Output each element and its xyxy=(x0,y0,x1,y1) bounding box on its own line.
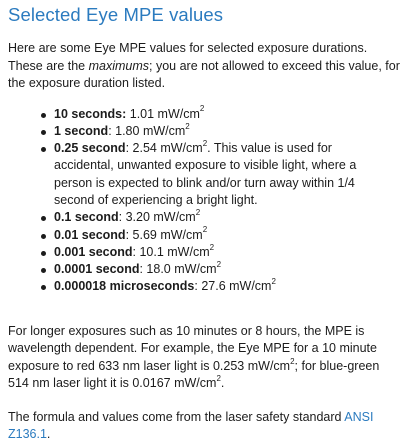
unit-exponent: 2 xyxy=(271,277,276,287)
longer-text-1: For longer exposures such as 10 minutes or 8 hours, the MPE is wavelength dependent. For example, the Eye MPE for a 10 minute exposure to red 633 nm laser light is 0.253 xyxy=(8,323,377,373)
intro-emphasis: maximums xyxy=(88,58,150,73)
formula-paragraph xyxy=(8,409,402,444)
mpe-value: : 5.69 xyxy=(125,227,161,242)
intro-paragraph xyxy=(8,40,402,93)
duration-label: 0.0001 second xyxy=(54,262,140,277)
bullet-icon xyxy=(41,147,46,152)
bullet-icon xyxy=(41,268,46,273)
mpe-values-list xyxy=(8,106,402,296)
duration-label: 0.000018 microseconds xyxy=(54,279,195,294)
mpe-value: : 3.20 xyxy=(118,210,154,225)
duration-label: 0.25 second xyxy=(54,141,126,156)
unit-base: mW/cm xyxy=(229,279,272,294)
mpe-value: 1.01 xyxy=(126,106,158,121)
mpe-value: : 2.54 xyxy=(125,141,161,156)
duration-label: 0.1 second xyxy=(54,210,119,225)
ansi-standard-link[interactable]: ANSI Z136.1 xyxy=(8,409,374,442)
unit-exponent: 2 xyxy=(216,374,221,384)
unit-exponent: 2 xyxy=(290,356,295,366)
list-item-0-01-second xyxy=(54,227,402,244)
list-item-0-1-second xyxy=(54,209,402,226)
value-note: . This value is used for accidental, unwanted exposure to visible light, where a person is expected to blink and/or turn away within 1/4 second of experiencing a bright light. xyxy=(54,141,357,207)
unit-base: mW/cm xyxy=(157,106,200,121)
unit-exponent: 2 xyxy=(216,260,222,270)
list-item-1-second xyxy=(54,123,402,140)
list-item-10-seconds xyxy=(54,106,402,123)
intro-text-before: Here are some Eye MPE values for selected exposure durations. These are the xyxy=(8,41,368,73)
bullet-icon xyxy=(41,251,46,256)
bullet-icon xyxy=(41,130,46,135)
mpe-value: : 27.6 xyxy=(194,279,230,294)
unit-base: mW/cm xyxy=(160,141,203,156)
unit-base: mW/cm xyxy=(247,358,291,373)
section-heading: Selected Eye MPE values xyxy=(8,4,224,25)
unit-base: mW/cm xyxy=(174,376,217,391)
longer-text-2: ; for blue-green 514 nm laser light it is 0.0167 xyxy=(8,358,380,391)
longer-exposures-paragraph xyxy=(8,323,402,393)
unit-exponent: 2 xyxy=(209,242,215,252)
duration-label: 1 second xyxy=(54,123,109,138)
mpe-value: : 1.80 xyxy=(108,123,143,138)
longer-text-3: . xyxy=(220,376,225,391)
unit-base: mW/cm xyxy=(153,210,196,225)
unit-exponent: 2 xyxy=(202,225,208,235)
bullet-icon xyxy=(41,234,46,239)
unit-exponent: 2 xyxy=(195,208,201,218)
unit-exponent: 2 xyxy=(199,104,205,114)
unit-base: mW/cm xyxy=(167,244,210,259)
mpe-value: : 10.1 xyxy=(132,244,168,259)
list-item-0-000018-microseconds xyxy=(54,278,402,295)
list-item-0-001-second xyxy=(54,244,402,261)
list-item-0-0001-second xyxy=(54,261,402,278)
list-item-0-25-second xyxy=(54,140,402,209)
duration-label: 0.01 second xyxy=(54,227,126,242)
mpe-value: : 18.0 xyxy=(139,262,175,277)
unit-exponent: 2 xyxy=(202,138,208,148)
unit-base: mW/cm xyxy=(160,227,203,242)
formula-text: The formula and values come from the laser safety standard xyxy=(8,409,345,424)
bullet-icon xyxy=(41,216,46,221)
bullet-icon xyxy=(41,113,46,118)
unit-base: mW/cm xyxy=(142,123,186,138)
bullet-icon xyxy=(41,285,46,290)
duration-label: 0.001 second xyxy=(54,244,133,259)
duration-label: 10 seconds: xyxy=(54,106,127,121)
formula-end: . xyxy=(46,427,51,442)
unit-exponent: 2 xyxy=(185,121,190,131)
intro-text-after: ; you are not allowed to exceed this value, for the exposure duration listed. xyxy=(8,58,400,90)
unit-base: mW/cm xyxy=(174,262,217,277)
